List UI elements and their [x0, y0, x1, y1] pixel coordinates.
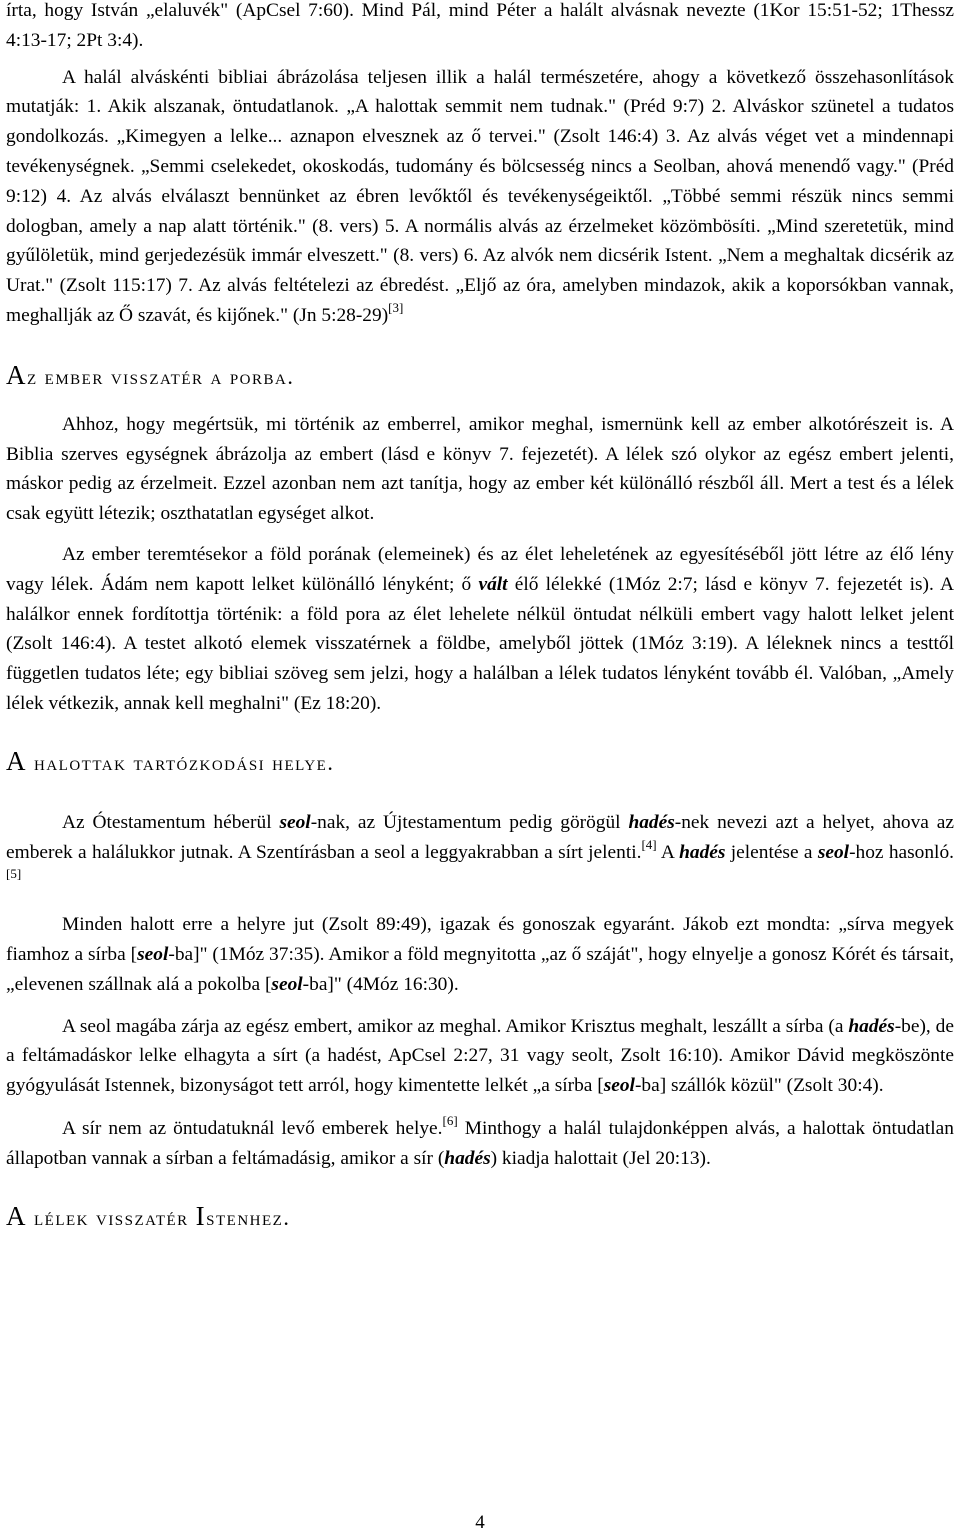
paragraph-human-nature: Ahhoz, hogy megértsük, mi történik az emberrel, amikor meghal, ismernünk kell az ember alkotórészeit is. A Biblia szerves egységnek ábrázolja az embert (lásd e könyv 7. fejezetét). A lélek szó olykor az egész embert jelenti, máskor pedig az érzelmeit. Ezzel azonban nem azt tanítja, hogy az ember két különálló részből áll. Mert a test és a lélek csak együtt létezik; oszthatatlan egységet alkot. [6, 413, 954, 525]
paragraph-text: -hoz hasonló. [849, 841, 954, 863]
term-hades: hadés [628, 811, 675, 833]
term-seol: seol [603, 1075, 635, 1097]
paragraph-seol-encloses [6, 1012, 954, 1101]
paragraph-all-dead [6, 910, 954, 999]
paragraph-text: A [656, 841, 680, 863]
heading-text: z ember visszatér a porba. [27, 363, 295, 389]
footnote-ref-6[interactable]: [6] [442, 1112, 458, 1128]
term-seol: seol [137, 943, 169, 965]
paragraph-text: jelentése a [725, 841, 818, 863]
paragraph-continued: írta, hogy István „elaluvék" (ApCsel 7:60). Mind Pál, mind Péter a halált alvásnak nevezte (1Kor 15:51-52; 1Thessz 4:13-17; 2Pt 3:4). [6, 0, 954, 51]
emphasis-valt: vált [478, 573, 508, 595]
paragraph-text: -ba] szállók közül" (Zsolt 30:4). [634, 1075, 884, 1097]
paragraph-grave [6, 1114, 954, 1174]
paragraph-text: Minthogy a halál tulajdonképpen alvás, a halottak öntudatlan állapotban vannak a sírban a feltámadásig, amikor a sír ( [6, 1117, 954, 1169]
term-hades: hadés [679, 841, 726, 863]
paragraph-text: Az ember teremtésekor a föld porának (elemeinek) és az élet leheletének az egyesítéséből jött létre az élő lény vagy lélek. Ádám nem kapott lelket különálló lényként; ő [6, 543, 954, 595]
term-seol: seol [279, 811, 311, 833]
paragraph-seol-hades [6, 808, 954, 897]
paragraph-text: élő lélekké (1Móz 2:7; lásd e könyv 7. fejezetét is). A halálkor ennek fordítottja történik: a föld pora az élet lehelete nélkül öntudat nélküli embert vagy halott lelket jelent (Zsolt 146:4). A testet alkotó elemek visszatérnek a földbe, amelyből jöttek (1Móz 3:19). A léleknek nincs a testtől független tudatos léte; egy bibliai szöveg sem jelzi, hogy a halálban a lélek tudatos lényként tovább él. Valóban, „Amely lélek vétkezik, annak kell meghalni" (Ez 18:20). [6, 573, 955, 714]
heading-text: halottak tartózkodási helye. [27, 749, 335, 775]
paragraph-text: A sír nem az öntudatuknál levő emberek helye. [62, 1117, 443, 1139]
paragraph-creation [6, 540, 954, 719]
paragraph-text: Az Ótestamentum héberül [62, 811, 280, 833]
paragraph-text: -be), de a feltámadáskor lelke elhagyta a sírt (a hadést, ApCsel 2:27, 31 vagy seolt, Zsolt 16:10). Amikor Dávid megköszönte gyógyulását Istennek, bizonyságot tett arról, hogy kimentette lelkét „a sírba [ [6, 1015, 954, 1097]
section-heading-soul-returns [6, 1196, 954, 1238]
paragraph-text: -ba]" (4Móz 16:30). [302, 973, 459, 995]
paragraph-text: -nek nevezi azt a helyet, ahova az emberek a halálukkor jutnak. A Szentírásban a seol a leggyakrabban a sírt jelenti. [6, 811, 954, 863]
term-hades: hadés [848, 1015, 895, 1037]
footnote-ref-5[interactable]: [5] [6, 866, 22, 882]
heading-text: stenhez. [206, 1204, 291, 1230]
paragraph-text: A seol magába zárja az egész embert, amikor az meghal. Amikor Krisztus meghalt, leszállt a sírba (a [62, 1015, 849, 1037]
footnote-ref-3[interactable]: [3] [388, 299, 404, 315]
term-hades: hadés [444, 1147, 491, 1169]
footnote-ref-4[interactable]: [4] [641, 836, 657, 852]
term-seol: seol [817, 841, 850, 863]
section-heading-place-of-dead [6, 741, 954, 783]
paragraph-death-as-sleep [6, 63, 954, 331]
term-seol: seol [271, 973, 303, 995]
paragraph-text: A halál alváskénti bibliai ábrázolása teljesen illik a halál természetére, ahogy a következő összehasonlítások mutatják: 1. Akik alszanak, öntudatlanok. „A halottak semmit nem tudnak." (Préd 9:7) 2. Alváskor szünetel a tudatos gondolkozás. „Kimegyen a lelke... aznapon elvesznek az ő tervei." (Zsolt 146:4) 3. Az alvás véget vet a mindennapi tevékenységnek. „Semmi cselekedet, okoskodás, tudomány és bölcsesség nincs a Seolban, ahová menendő vagy." (Préd 9:12) 4. Az alvás elválaszt bennünket az ébren levőktől és tevékenységeiktől. „Többé semmi részük nincs semmi dologban, amely a nap alatt történik." (8. vers) 5. A normális alvás az érzelmeket közömbösíti. „Mind szeretetük, mind gyűlöletük, mind gerjedezésük immár elveszett." (8. vers) 6. Az alvók nem dicsérik Istent. „Nem a meghaltak dicsérik az Urat." (Zsolt 115:17) 7. Az alvás feltételezi az ébredést. „Eljő az óra, amelyben mindazok, akik a koporsókban vannak, meghallják az Ő szavát, és kijőnek." (Jn 5:28-29) [6, 66, 954, 326]
heading-initial: A [6, 745, 27, 776]
heading-text: lélek visszatér [27, 1204, 196, 1230]
heading-initial: A [6, 1200, 27, 1231]
paragraph-text: Minden halott erre a helyre jut (Zsolt 89:49), igazak és gonoszak egyaránt. Jákob ezt mondta: „sírva megyek fiamhoz a sírba [ [6, 914, 954, 965]
heading-initial: A [6, 359, 27, 390]
heading-initial: I [195, 1200, 207, 1231]
section-heading-dust [6, 355, 954, 397]
page-number: 4 [475, 1512, 485, 1533]
paragraph-text: -nak, az Újtestamentum pedig görögül [310, 811, 629, 833]
paragraph-text: ) kiadja halottait (Jel 20:13). [490, 1147, 711, 1169]
paragraph-text: -ba]" (1Móz 37:35). Amikor a föld megnyitotta „az ő száját", hogy elnyelje a gonosz Kórét és társait, „elevenen szállnak alá a pokolba [ [6, 943, 954, 995]
